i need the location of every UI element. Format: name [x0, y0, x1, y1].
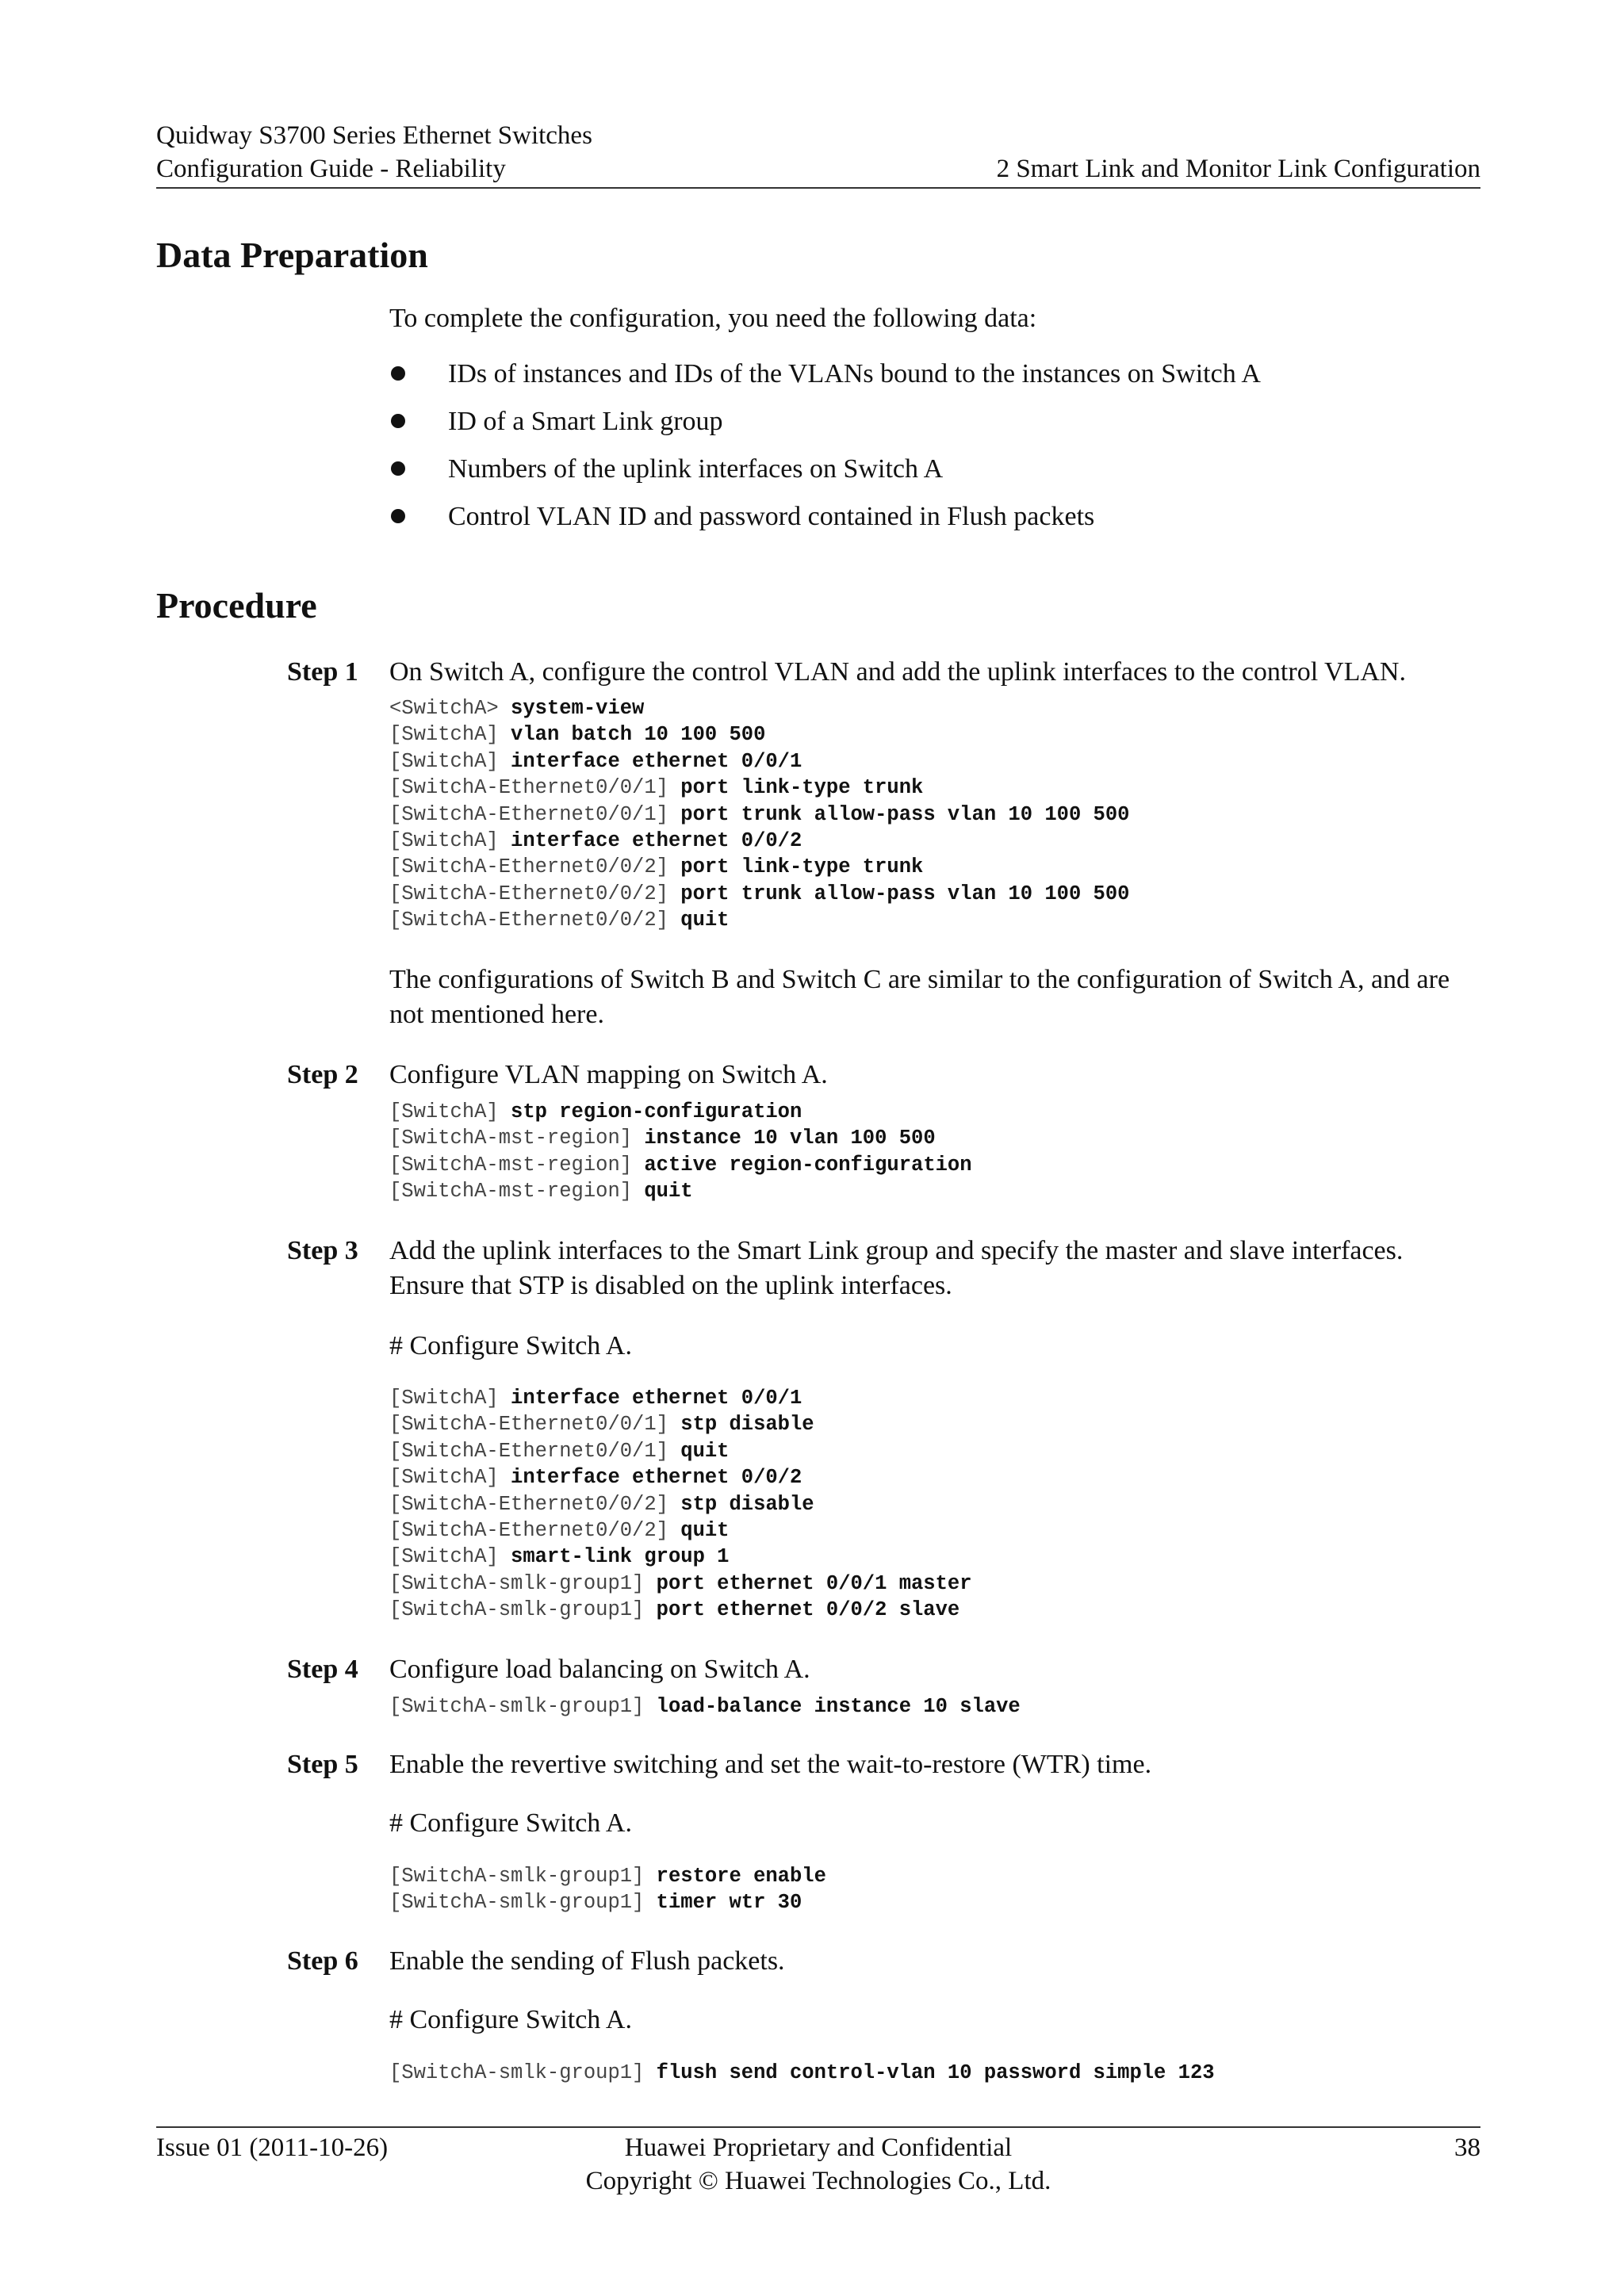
code-prompt: [SwitchA-Ethernet0/0/2] — [389, 882, 681, 905]
code-line — [389, 802, 1129, 828]
code-command: quit — [644, 1180, 693, 1203]
code-line — [389, 721, 1129, 748]
step-4-label: Step 4 — [287, 1655, 358, 1684]
code-prompt: [SwitchA] — [389, 1387, 511, 1410]
code-prompt: [SwitchA-Ethernet0/0/1] — [389, 802, 681, 826]
step-5-code-block — [389, 1863, 826, 1916]
step-3-code-block — [389, 1385, 972, 1624]
code-line — [389, 775, 1129, 801]
code-prompt: [SwitchA-Ethernet0/0/1] — [389, 1439, 681, 1463]
step-2-label: Step 2 — [287, 1060, 358, 1089]
page-header — [156, 119, 1480, 189]
bullet-icon — [391, 509, 405, 523]
bullet-icon — [391, 366, 405, 381]
step-5-text: Enable the revertive switching and set the wait-to-restore (WTR) time. — [389, 1750, 1152, 1779]
code-line — [389, 828, 1129, 854]
code-command: quit — [680, 1439, 730, 1463]
code-command: timer wtr 30 — [656, 1891, 802, 1915]
list-item-text: Numbers of the uplink interfaces on Switch A — [448, 454, 944, 484]
step-1-text: On Switch A, configure the control VLAN and add the uplink interfaces to the control VLAN. — [389, 657, 1406, 687]
code-line — [389, 1693, 1021, 1720]
code-command: interface ethernet 0/0/1 — [511, 1387, 802, 1410]
code-command: port link-type trunk — [680, 776, 924, 800]
code-prompt: [SwitchA] — [389, 749, 511, 773]
code-prompt: [SwitchA-mst-region] — [389, 1127, 645, 1150]
bullet-icon — [391, 414, 405, 428]
code-line — [389, 854, 1129, 880]
step-4-code-block — [389, 1693, 1021, 1720]
header-left — [156, 119, 592, 186]
code-prompt: [SwitchA-Ethernet0/0/1] — [389, 776, 681, 800]
list-item — [389, 499, 1484, 547]
code-command: port trunk allow-pass vlan 10 100 500 — [680, 802, 1130, 826]
footer-issue: Issue 01 (2011-10-26) — [156, 2133, 389, 2162]
code-line — [389, 1544, 972, 1570]
code-command: quit — [680, 909, 730, 932]
code-command: stp disable — [680, 1492, 814, 1516]
footer-copyright: Copyright © Huawei Technologies Co., Ltd. — [585, 2167, 1051, 2195]
step-1-code-block — [389, 695, 1129, 934]
code-command: port trunk allow-pass vlan 10 100 500 — [680, 882, 1130, 905]
code-command: quit — [680, 1518, 730, 1542]
step-2-text: Configure VLAN mapping on Switch A. — [389, 1060, 828, 1089]
data-preparation-list — [389, 357, 1484, 547]
step-4-text: Configure load balancing on Switch A. — [389, 1655, 810, 1684]
code-prompt: [SwitchA] — [389, 723, 511, 747]
code-line — [389, 2060, 1215, 2086]
code-command: vlan batch 10 100 500 — [511, 723, 766, 747]
header-chapter-title: 2 Smart Link and Monitor Link Configuration — [996, 155, 1480, 183]
bullet-icon — [391, 461, 405, 476]
page-footer — [156, 2126, 1480, 2207]
list-item — [389, 357, 1484, 404]
code-command: restore enable — [656, 1865, 826, 1888]
code-command: stp region-configuration — [511, 1100, 802, 1123]
code-prompt: [SwitchA-smlk-group1] — [389, 1695, 657, 1718]
list-item — [389, 404, 1484, 452]
step-1-label: Step 1 — [287, 657, 358, 687]
code-line — [389, 1411, 972, 1437]
code-prompt: [SwitchA-Ethernet0/0/2] — [389, 855, 681, 879]
step-6-text: Enable the sending of Flush packets. — [389, 1946, 785, 1976]
code-line — [389, 881, 1129, 907]
list-item-text: ID of a Smart Link group — [448, 407, 723, 436]
code-command: system-view — [511, 697, 645, 720]
code-prompt: [SwitchA-Ethernet0/0/1] — [389, 1413, 681, 1437]
code-line — [389, 1863, 826, 1889]
data-preparation-intro: To complete the configuration, you need the following data: — [389, 304, 1037, 333]
step-6-label: Step 6 — [287, 1946, 358, 1976]
list-item — [389, 452, 1484, 499]
step-2-code-block — [389, 1099, 972, 1205]
code-prompt: [SwitchA-mst-region] — [389, 1153, 645, 1177]
step-3-text: Add the uplink interfaces to the Smart Link group and specify the master and slave interfaces. Ensure that STP is disabled on the uplink interfaces. — [389, 1236, 1404, 1300]
code-line — [389, 1178, 972, 1204]
code-prompt: [SwitchA-Ethernet0/0/2] — [389, 1518, 681, 1542]
code-line — [389, 748, 1129, 775]
data-preparation-heading: Data Preparation — [156, 235, 428, 275]
code-line — [389, 695, 1129, 721]
code-line — [389, 1571, 972, 1597]
code-command: flush send control-vlan 10 password simple 123 — [656, 2061, 1215, 2084]
code-command: load-balance instance 10 slave — [656, 1695, 1021, 1718]
code-command: interface ethernet 0/0/2 — [511, 828, 802, 852]
code-prompt: [SwitchA-smlk-group1] — [389, 1891, 657, 1915]
header-guide-title: Configuration Guide - Reliability — [156, 155, 506, 183]
code-command: interface ethernet 0/0/1 — [511, 749, 802, 773]
code-line — [389, 1597, 972, 1623]
code-line — [389, 1099, 972, 1125]
list-item-text: Control VLAN ID and password contained in Flush packets — [448, 502, 1095, 531]
code-prompt: <SwitchA> — [389, 697, 511, 720]
code-command: interface ethernet 0/0/2 — [511, 1466, 802, 1490]
code-prompt: [SwitchA-mst-region] — [389, 1180, 645, 1203]
code-prompt: [SwitchA-smlk-group1] — [389, 1571, 657, 1595]
code-command: port link-type trunk — [680, 855, 924, 879]
footer-center — [156, 2131, 1480, 2198]
step-6-subheading: # Configure Switch A. — [389, 2005, 632, 2034]
code-line — [389, 1152, 972, 1178]
code-prompt: [SwitchA-smlk-group1] — [389, 1598, 657, 1622]
code-line — [389, 1517, 972, 1544]
code-command: smart-link group 1 — [511, 1545, 730, 1569]
code-prompt: [SwitchA-smlk-group1] — [389, 1865, 657, 1888]
step-3-label: Step 3 — [287, 1236, 358, 1265]
code-prompt: [SwitchA] — [389, 1100, 511, 1123]
header-product-title: Quidway S3700 Series Ethernet Switches — [156, 121, 592, 150]
code-prompt: [SwitchA-Ethernet0/0/2] — [389, 909, 681, 932]
step-1-note: The configurations of Switch B and Switch C are similar to the configuration of Switch A, and are not mentioned here. — [389, 965, 1450, 1029]
code-command: port ethernet 0/0/2 slave — [656, 1598, 960, 1622]
code-line — [389, 1438, 972, 1464]
list-item-text: IDs of instances and IDs of the VLANs bound to the instances on Switch A — [448, 359, 1261, 388]
procedure-heading: Procedure — [156, 585, 317, 626]
step-5-label: Step 5 — [287, 1750, 358, 1779]
page-number: 38 — [1454, 2133, 1480, 2162]
code-command: stp disable — [680, 1413, 814, 1437]
code-line — [389, 1385, 972, 1411]
code-command: instance 10 vlan 100 500 — [644, 1127, 936, 1150]
step-5-subheading: # Configure Switch A. — [389, 1808, 632, 1838]
code-line — [389, 907, 1129, 933]
footer-confidential: Huawei Proprietary and Confidential — [624, 2133, 1013, 2162]
code-command: active region-configuration — [644, 1153, 972, 1177]
code-prompt: [SwitchA] — [389, 1466, 511, 1490]
step-3-subheading: # Configure Switch A. — [389, 1331, 632, 1360]
code-prompt: [SwitchA] — [389, 828, 511, 852]
code-prompt: [SwitchA-smlk-group1] — [389, 2061, 657, 2084]
code-line — [389, 1889, 826, 1915]
code-command: port ethernet 0/0/1 master — [656, 1571, 972, 1595]
code-prompt: [SwitchA] — [389, 1545, 511, 1569]
code-line — [389, 1464, 972, 1490]
code-line — [389, 1125, 972, 1151]
code-prompt: [SwitchA-Ethernet0/0/2] — [389, 1492, 681, 1516]
code-line — [389, 1491, 972, 1517]
step-6-code-block — [389, 2060, 1215, 2086]
